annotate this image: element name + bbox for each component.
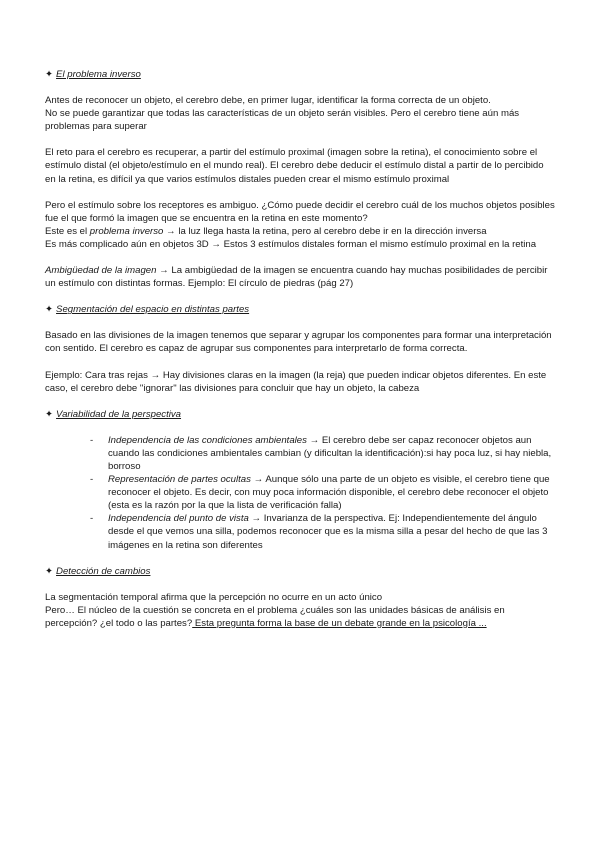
paragraph: Es más complicado aún en objetos 3D → Estos 3 estímulos distales forman el mismo estímulo proximal en la retina	[45, 238, 537, 250]
star-icon: ✦	[45, 408, 54, 420]
document-page	[45, 68, 555, 630]
paragraph: Pero… El núcleo de la cuestión se concreta en el problema ¿cuáles son las unidades básicas de análisis en percepción? ¿el todo o las partes? Esta pregunta forma la base de un debate grande en la psicología ...	[45, 604, 505, 629]
dash-bullet: -	[90, 513, 94, 525]
dash-bullet: -	[90, 474, 94, 486]
list-item: - Independencia del punto de vista → Invarianza de la perspectiva. Ej: Independientemente del ángulo desde el que vemos una silla, podemos reconocer que es la misma silla a pesar del hecho de que las 3 imágenes en la retina son diferentes	[90, 513, 548, 551]
star-icon: ✦	[45, 565, 54, 577]
section-heading-segmentacion: ✦ Segmentación del espacio en distintas partes	[45, 304, 250, 316]
dash-bullet: -	[90, 434, 94, 446]
section-heading-problema-inverso: ✦ El problema inverso	[45, 69, 141, 80]
paragraph: Este es el problema inverso → la luz llega hasta la retina, pero al cerebro debe ir en la dirección inversa	[45, 225, 487, 237]
list-item: - Representación de partes ocultas → Aunque sólo una parte de un objeto es visible, el cerebro tiene que reconocer el objeto. Es decir, con muy poca información disponible, el cerebro debe reconocer el objeto (esta es la razón por la que la lista de verificación falla)	[90, 474, 550, 512]
paragraph: Pero el estímulo sobre los receptores es ambiguo. ¿Cómo puede decidir el cerebro cuál de los muchos objetos posibles fue el que formó la imagen que se encuentra en la retina en este momento?	[45, 199, 555, 224]
paragraph: Basado en las divisiones de la imagen tenemos que separar y agrupar los componentes para formar una interpretación con sentido. El cerebro es capaz de agrupar sus componentes para interpretarlo de forma correcta.	[45, 330, 552, 355]
section-heading-deteccion: ✦ Detección de cambios	[45, 565, 151, 577]
paragraph: Antes de reconocer un objeto, el cerebro debe, en primer lugar, identificar la forma correcta de un objeto. No se puede garantizar que todas las características de un objeto serán visibles. Pero el cerebro tiene aún más problemas para superar	[45, 95, 520, 133]
star-icon: ✦	[45, 69, 54, 80]
paragraph: Ambigüedad de la imagen → La ambigüedad de la imagen se encuentra cuando hay muchas posibilidades de percibir un estímulo con distintas formas. Ejemplo: El círculo de piedras (pág 27)	[45, 265, 548, 290]
perspective-list	[45, 434, 555, 552]
paragraph: La segmentación temporal afirma que la percepción no ocurre en un acto único	[45, 591, 383, 603]
paragraph: Ejemplo: Cara tras rejas → Hay divisiones claras en la imagen (la reja) que pueden indicar objetos diferentes. En este caso, el cerebro debe "ignorar" las divisiones para concluir que hay un objeto, la cabeza	[45, 369, 547, 394]
star-icon: ✦	[45, 304, 54, 316]
paragraph: El reto para el cerebro es recuperar, a partir del estímulo proximal (imagen sobre la retina), el conocimiento sobre el estímulo distal (el objeto/estímulo en el mundo real). El cerebro debe deducir el estímulo distal a partir de lo percibido en la retina, es difícil ya que varios estímulos distales pueden crear el mismo estímulo proximal	[45, 147, 544, 185]
section-heading-variabilidad: ✦ Variabilidad de la perspectiva	[45, 408, 182, 420]
list-item: - Independencia de las condiciones ambientales → El cerebro debe ser capaz reconocer objetos aun cuando las condiciones ambientales cambian (y dificultan la identificación):si hay poca luz, si hay niebla, borroso	[90, 434, 552, 472]
